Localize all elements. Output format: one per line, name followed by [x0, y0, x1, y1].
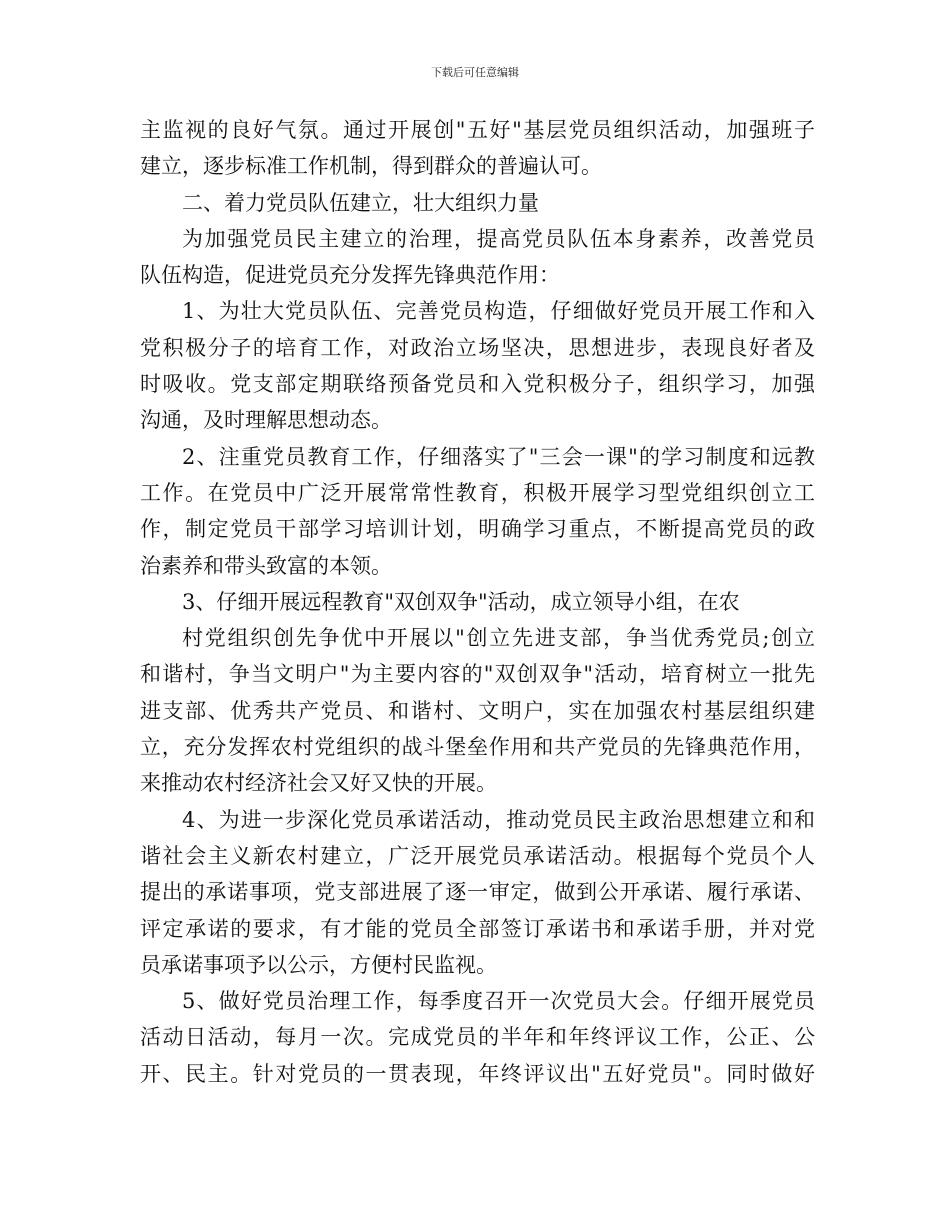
text-line: 进支部、优秀共产党员、和谐村、文明户，实在加强农村基层组织建 [140, 698, 815, 723]
page-header-note: 下载后可任意编辑 [431, 66, 519, 79]
text-line: 4、为进一步深化党员承诺活动，推动党员民主政治思想建立和和 [182, 807, 815, 832]
text-line: 员承诺事项予以公示，方便村民监视。 [140, 952, 497, 977]
text-line: 二、着力党员队伍建立，壮大组织力量 [182, 190, 539, 215]
text-line: 来推动农村经济社会又好又快的开展。 [140, 771, 497, 796]
text-line: 和谐村，争当文明户"为主要内容的"双创双争"活动，培育树立一批先 [140, 662, 815, 687]
text-line: 党积极分子的培育工作，对政治立场坚决，思想进步，表现良好者及 [140, 335, 815, 360]
text-line: 立，充分发挥农村党组织的战斗堡垒作用和共产党员的先锋典范作用， [140, 735, 815, 760]
text-line: 2、注重党员教育工作，仔细落实了"三会一课"的学习制度和远教 [182, 444, 815, 469]
text-line: 评定承诺的要求，有才能的党员全部签订承诺书和承诺手册，并对党 [140, 916, 815, 941]
text-line: 工作。在党员中广泛开展常常性教育，积极开展学习型党组织创立工 [140, 480, 815, 505]
text-line: 开、民主。针对党员的一贯表现，年终评议出"五好党员"。同时做好 [140, 1061, 815, 1086]
text-line: 作，制定党员干部学习培训计划，明确学习重点，不断提高党员的政 [140, 517, 815, 542]
text-line: 为加强党员民主建立的治理，提高党员队伍本身素养，改善党员 [182, 226, 815, 251]
text-line: 谐社会主义新农村建立，广泛开展党员承诺活动。根据每个党员个人 [140, 843, 815, 868]
text-line: 主监视的良好气氛。通过开展创"五好"基层党员组织活动，加强班子 [140, 118, 815, 142]
text-line: 建立，逐步标准工作机制，得到群众的普遍认可。 [140, 154, 602, 179]
text-line: 1、为壮大党员队伍、完善党员构造，仔细做好党员开展工作和入 [182, 299, 815, 324]
text-line: 3、仔细开展远程教育"双创双争"活动，成立领导小组，在农 [182, 589, 740, 614]
text-line: 5、做好党员治理工作，每季度召开一次党员大会。仔细开展党员 [182, 989, 815, 1014]
text-line: 村党组织创先争优中开展以"创立先进支部，争当优秀党员;创立 [182, 626, 815, 651]
document-body [140, 112, 815, 1092]
text-line: 治素养和带头致富的本领。 [140, 553, 392, 578]
text-line: 队伍构造，促进党员充分发挥先锋典范作用： [140, 263, 560, 288]
text-line: 活动日活动，每月一次。完成党员的半年和年终评议工作，公正、公 [140, 1025, 815, 1050]
text-line: 沟通，及时理解思想动态。 [140, 408, 392, 433]
text-line: 时吸收。党支部定期联络预备党员和入党积极分子，组织学习，加强 [140, 372, 815, 397]
text-line: 提出的承诺事项，党支部进展了逐一审定，做到公开承诺、履行承诺、 [140, 880, 815, 905]
